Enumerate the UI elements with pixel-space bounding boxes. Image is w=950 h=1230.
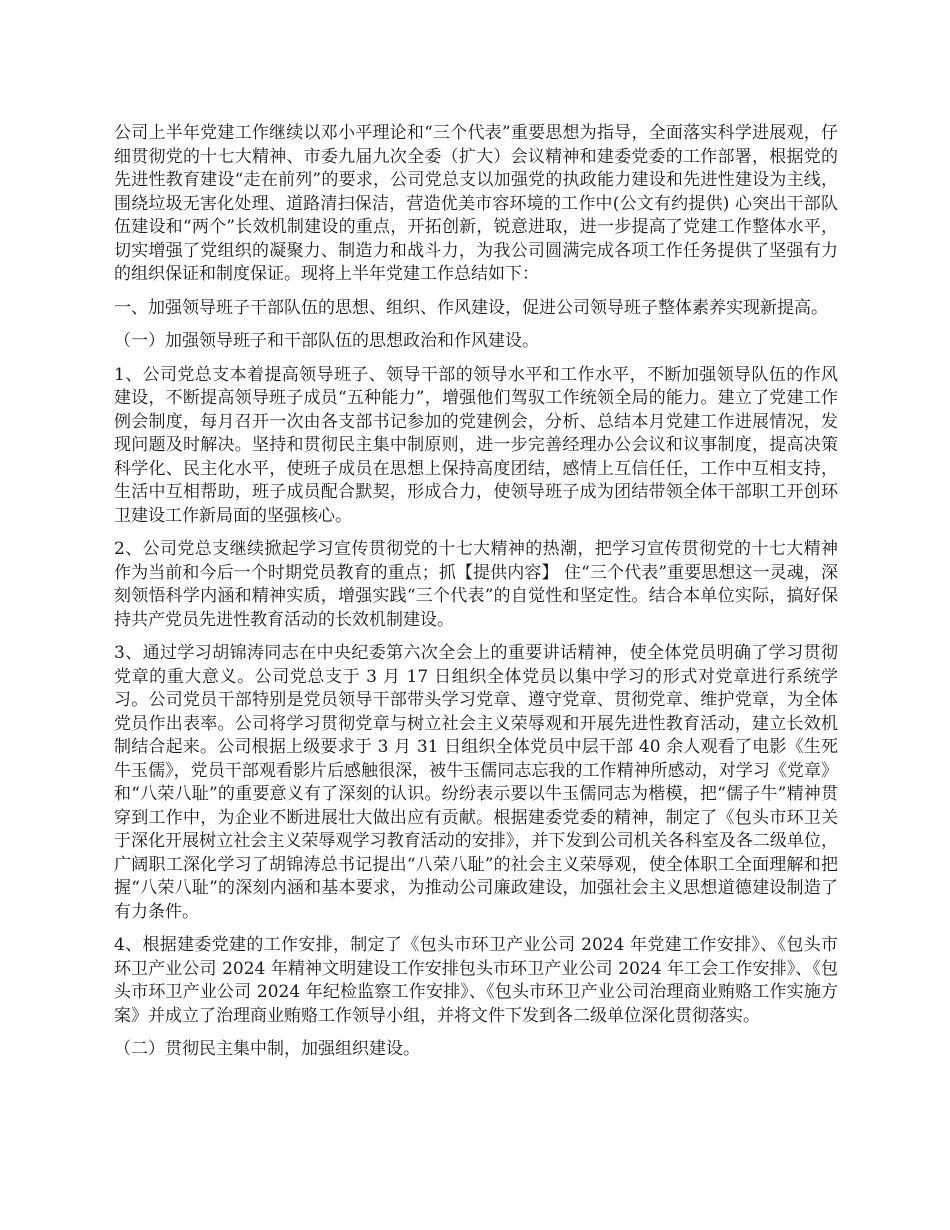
section-heading-1: 一、加强领导班子干部队伍的思想、组织、作风建设，促进公司领导班子整体素养实现新提高。	[114, 297, 828, 318]
item-paragraph-1: 1、公司党总支本着提高领导班子、领导干部的领导水平和工作水平，不断加强领导队伍的作风建设，不断提高领导班子成员“五种能力”，增强他们驾驭工作统领全局的能力。建立了党建工作例会制度，每月召开一次由各支部书记参加的党建例会，分析、总结本月党建工作进展情况，发现问题及时解决。坚持和贯彻民主集中制原则，进一步完善经理办公会议和议事制度，提高决策科学化、民主化水平，使班子成员在思想上保持高度团结，感情上互信任任，工作中互相支持，生活中互相帮助，班子成员配合默契，形成合力，使领导班子成为团结带领全体干部职工开创环卫建设工作新局面的坚强核心。	[114, 364, 838, 526]
subsection-heading-1: （一）加强领导班子和干部队伍的思想政治和作风建设。	[114, 331, 539, 351]
item-paragraph-2: 2、公司党总支继续掀起学习宣传贯彻党的十七大精神的热潮，把学习宣传贯彻党的十七大精神作为当前和今后一个时期党员教育的重点；抓【提供内容】 住“三个代表”重要思想这一灵魂，深刻领悟科学内涵和精神实质，增强实践“三个代表”的自觉性和坚定性。结合本单位实际，搞好保持共产党员先进性教育活动的长效机制建设。	[114, 539, 838, 630]
subsection-heading-2: （二）贯彻民主集中制，加强组织建设。	[114, 1039, 420, 1059]
document-page	[114, 122, 838, 1072]
item-paragraph-4: 4、根据建委党建的工作安排，制定了《包头市环卫产业公司 2024 年党建工作安排》、《包头市环卫产业公司 2024 年精神文明建设工作安排包头市环卫产业公司 2024 年工会工作安排》、《包头市环卫产业公司 2024 年纪检监察工作安排》、《包头市环卫产业公司治理商业贿赂工作实施方案》并成立了治理商业贿赂工作领导小组，并将文件下发到各二级单位深化贯彻落实。	[114, 935, 838, 1026]
intro-paragraph: 公司上半年党建工作继续以邓小平理论和“三个代表”重要思想为指导，全面落实科学进展观，仔细贯彻党的十七大精神、市委九届九次全委（扩大）会议精神和建委党委的工作部署，根据党的先进性教育建设“走在前列”的要求，公司党总支以加强党的执政能力建设和先进性建设为主线，围绕垃圾无害化处理、道路清扫保洁，营造优美市容环境的工作中(公文有约提供) 心突出干部队伍建设和“两个”长效机制建设的重点，开拓创新，锐意进取，进一步提高了党建工作整体水平，切实增强了党组织的凝聚力、制造力和战斗力，为我公司圆满完成各项工作任务提供了坚强有力的组织保证和制度保证。现将上半年党建工作总结如下：	[114, 123, 838, 284]
item-paragraph-3: 3、通过学习胡锦涛同志在中央纪委第六次全会上的重要讲话精神，使全体党员明确了学习贯彻党章的重大意义。公司党总支于 3 月 17 日组织全体党员以集中学习的形式对党章进行系统学习。公司党员干部特别是党员领导干部带头学习党章、遵守党章、贯彻党章、维护党章，为全体党员作出表率。公司将学习贯彻党章与树立社会主义荣辱观和开展先进性教育活动，建立长效机制结合起来。公司根据上级要求于 3 月 31 日组织全体党员中层干部 40 余人观看了电影《生死牛玉儒》，党员干部观看影片后感触很深，被牛玉儒同志忘我的工作精神所感动，对学习《党章》和“八荣八耻”的重要意义有了深刻的认识。纷纷表示要以牛玉儒同志为楷模，把“儒子牛”精神贯穿到工作中，为企业不断进展壮大做出应有贡献。根据建委党委的精神，制定了《包头市环卫关于深化开展树立社会主义荣辱观学习教育活动的安排》，并下发到公司机关各科室及各二级单位，广阔职工深化学习了胡锦涛总书记提出“八荣八耻”的社会主义荣辱观，使全体职工全面理解和把握“八荣八耻”的深刻内涵和基本要求，为推动公司廉政建设，加强社会主义思想道德建设制造了有力条件。	[114, 643, 838, 922]
